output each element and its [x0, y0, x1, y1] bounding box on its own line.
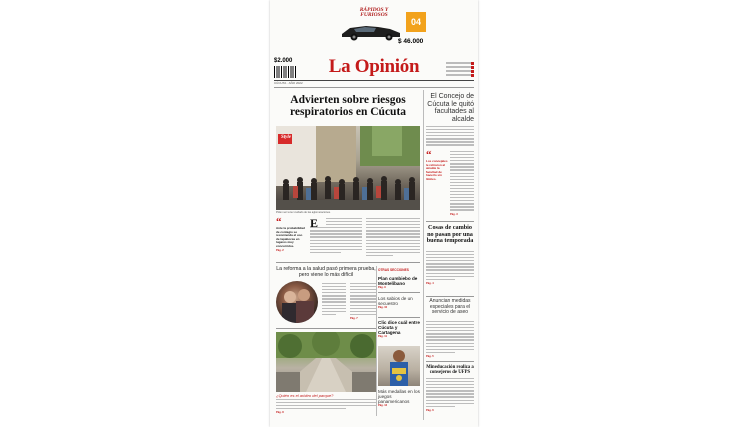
brief-more-link[interactable]: Pág. 9: [378, 286, 386, 289]
text-lines: [426, 251, 474, 280]
text-lines: [426, 321, 474, 353]
main-photo-caption: Piden ser tener cuidado de las aglomeraciones.: [276, 211, 331, 214]
main-story-body-col-2: [366, 218, 420, 258]
brief-item[interactable]: [378, 296, 420, 309]
brief-title: Plan cumbiebo de Montelíbano: [378, 276, 418, 286]
brief-title: Clic dice cuál entre Cúcuta y Cartagena: [378, 320, 420, 335]
brief-item[interactable]: [378, 276, 420, 289]
second-story-col-2: [350, 283, 376, 320]
text-lines: [322, 283, 346, 315]
index-links[interactable]: [446, 62, 474, 78]
brief-item[interactable]: [378, 389, 420, 407]
sidebar-rule: [426, 361, 474, 362]
promo-number: 04: [406, 12, 426, 32]
athlete-photo[interactable]: [378, 346, 420, 386]
second-story-more-link[interactable]: Pág. 7: [350, 316, 358, 320]
sidebar-mid-body: [426, 251, 474, 285]
sidebar-top-body: [426, 126, 474, 148]
text-lines: [276, 399, 376, 409]
brief-title: Más medallas en los juegos panamericanos: [378, 389, 420, 404]
brief-rule: [378, 317, 420, 318]
brief-item[interactable]: [378, 320, 420, 338]
sidebar-rule: [426, 296, 474, 297]
main-story-more-link[interactable]: Pág. 2: [276, 248, 284, 252]
dateline: CÚCUTA · AÑO 2022: [274, 81, 303, 85]
header-rule-thin: [274, 87, 474, 88]
quote-mark-icon: “: [426, 149, 432, 161]
sidebar-top-headline[interactable]: El Concejo de Cúcuta le quitó facultades al alcalde: [427, 93, 474, 123]
newspaper-front-page: [270, 0, 478, 427]
sidebar-mid-headline[interactable]: Cosas de cambio no pasan por una buena temporada: [426, 224, 474, 244]
column-divider: [376, 266, 377, 416]
brief-more-link[interactable]: Pág. 12: [378, 404, 388, 407]
masthead[interactable]: La Opinión: [328, 56, 420, 77]
crowd-illustration: [276, 126, 420, 210]
park-story-more-link[interactable]: Pág. 8: [276, 411, 284, 415]
column-divider: [423, 90, 424, 420]
park-photo-caption[interactable]: ¿Quién es el arbitro del parque?: [276, 393, 334, 398]
brief-more-link[interactable]: Pág. 10: [378, 306, 388, 309]
sidebar-top-more-link[interactable]: Pág. 3: [450, 212, 458, 216]
sidebar-top-body-2: [450, 151, 474, 216]
people-illustration: [276, 281, 318, 323]
sidebar-top-quote: [426, 151, 448, 182]
sidebar-low-more-link[interactable]: Pág. 5: [426, 354, 434, 358]
main-story-dropcap: E: [310, 216, 319, 230]
section-rule: [276, 328, 376, 329]
brief-title: Los sabios de un secuestro: [378, 296, 413, 306]
section-rule: [276, 262, 420, 263]
sidebar-mid-more-link[interactable]: Pág. 4: [426, 281, 434, 285]
sidebar-bottom-more-link[interactable]: Pág. 6: [426, 408, 434, 412]
sidebar-low-headline[interactable]: Anuncian medidas especiales para el servicio de aseo: [429, 298, 471, 316]
text-lines: [426, 378, 474, 407]
shop-sign: Style: [281, 135, 291, 140]
cover-price: $2.000: [274, 58, 293, 64]
sidebar-low-body: [426, 321, 474, 358]
brief-more-link[interactable]: Pág. 11: [378, 335, 387, 338]
text-lines: [366, 218, 420, 256]
sidebar-bottom-headline[interactable]: Mineducación realiza a consejeros de UFPS: [426, 365, 474, 376]
second-story-col-1: [322, 283, 346, 317]
main-photo-street-crowd[interactable]: [276, 126, 420, 210]
park-illustration: [276, 332, 376, 392]
text-lines: [426, 126, 474, 146]
sidebar-quote-text: Los concejales le retiraron al alcalde la facultad de hacerlo sin límites.: [426, 159, 448, 181]
promo-title: RÁPIDOS Y FURIOSOS: [359, 7, 389, 18]
promo-banner[interactable]: [318, 2, 428, 52]
main-headline[interactable]: Advierten sobre riesgos respiratorios en Cúcuta: [289, 94, 407, 118]
car-image: [338, 20, 404, 42]
sidebar-bottom-body: [426, 378, 474, 412]
main-quote-block: [276, 218, 306, 252]
text-lines: [350, 283, 376, 315]
second-story-photo[interactable]: [276, 281, 318, 323]
athlete-illustration: [378, 346, 420, 386]
text-lines: [450, 151, 474, 211]
briefs-label: OTRAS SECCIONES: [378, 268, 409, 272]
quote-mark-icon: “: [276, 216, 282, 228]
brief-rule: [378, 292, 420, 293]
promo-price: $ 46.000: [398, 38, 424, 45]
sidebar-rule: [426, 221, 474, 222]
park-photo[interactable]: [276, 332, 376, 392]
second-headline[interactable]: La reforma a la salud pasó primera prueba, pero viene lo más difícil: [276, 266, 376, 278]
main-quote-text: Ante la probabilidad de contagio se recomienda el uso de tapabocas en lugares muy concurridos.: [276, 226, 305, 248]
main-story-body-col-1: [310, 218, 362, 255]
park-story-body: [276, 399, 376, 414]
